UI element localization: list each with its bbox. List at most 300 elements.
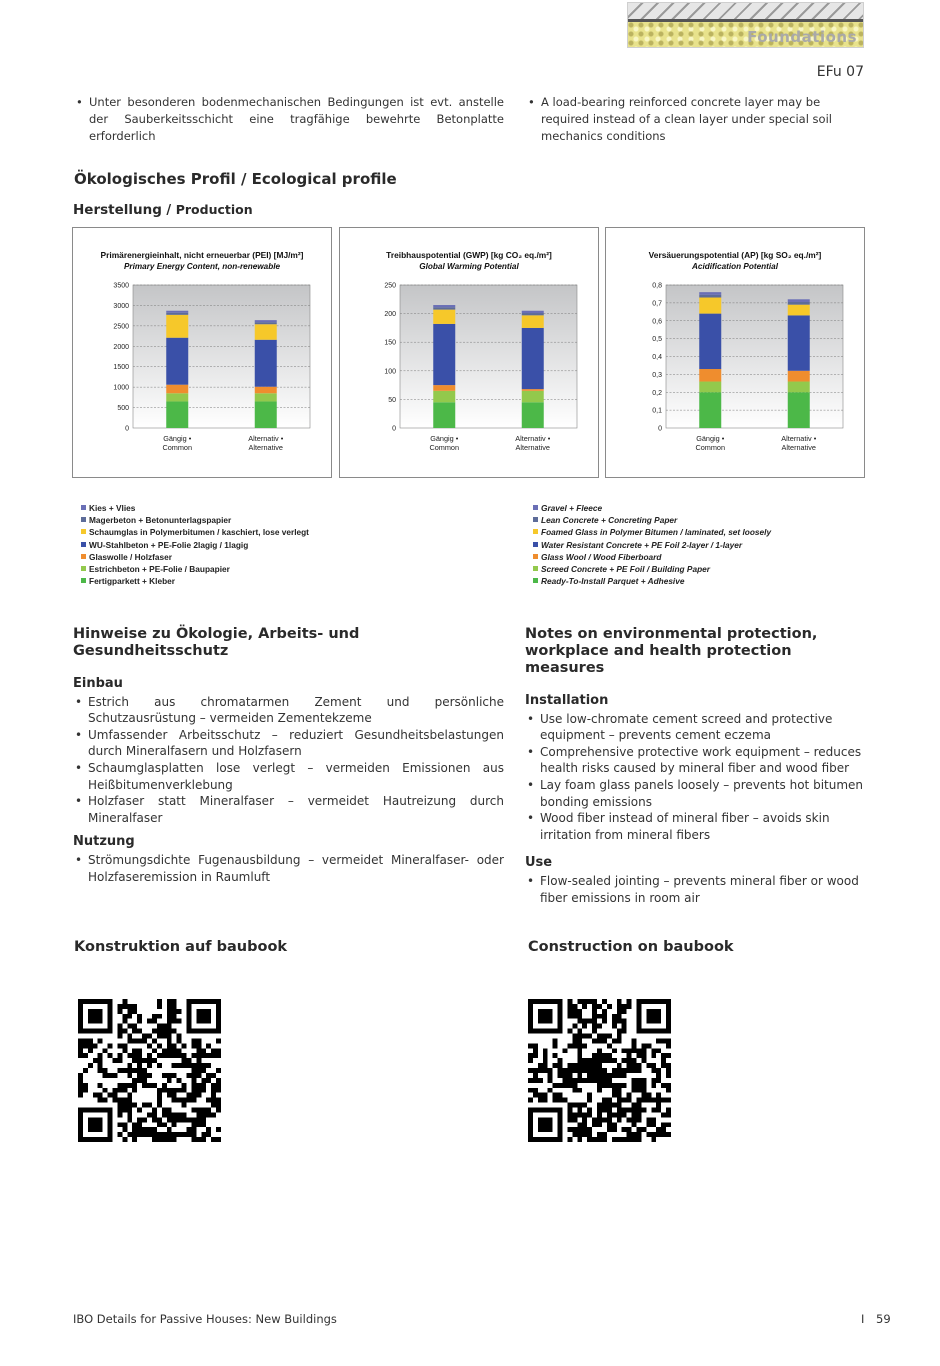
qr-module: [646, 1093, 651, 1098]
qr-module: [582, 1043, 587, 1048]
qr-module: [162, 1083, 167, 1088]
qr-module: [636, 1053, 641, 1058]
qr-module: [597, 1014, 602, 1019]
qr-module: [602, 1132, 607, 1137]
qr-module: [108, 1043, 113, 1048]
qr-module: [142, 1038, 147, 1043]
qr-module: [563, 1048, 568, 1053]
qr-module: [607, 1004, 612, 1009]
qr-module: [602, 1098, 607, 1103]
qr-module: [157, 1098, 162, 1103]
qr-module: [211, 1088, 216, 1093]
qr-module: [563, 1068, 568, 1073]
qr-module: [632, 1068, 637, 1073]
qr-module: [577, 1043, 582, 1048]
qr-module: [607, 1078, 612, 1083]
qr-module: [137, 1014, 142, 1019]
bar-segment: [166, 393, 188, 401]
qr-module: [602, 1103, 607, 1108]
qr-module: [78, 1078, 83, 1083]
qr-module: [582, 1068, 587, 1073]
qr-module: [172, 999, 177, 1004]
qr-module: [78, 1048, 83, 1053]
x-tick-label: Gängig •: [696, 434, 725, 443]
notes-de-installation-list: [73, 694, 504, 827]
qr-module: [117, 1107, 122, 1112]
y-tick-label: 0: [125, 425, 129, 433]
qr-module: [162, 1088, 167, 1093]
qr-module: [636, 1137, 641, 1142]
qr-module: [617, 1137, 622, 1142]
qr-module: [622, 1112, 627, 1117]
qr-module: [147, 1063, 152, 1068]
bar-segment: [699, 314, 721, 369]
bar-segment: [433, 305, 455, 307]
qr-module: [142, 1083, 147, 1088]
qr-module: [587, 1137, 592, 1142]
qr-module: [528, 1043, 533, 1048]
qr-module: [152, 1107, 157, 1112]
qr-module: [617, 1112, 622, 1117]
qr-module: [167, 1093, 172, 1098]
qr-module: [117, 1068, 122, 1073]
qr-module: [162, 1107, 167, 1112]
qr-module: [543, 1063, 548, 1068]
qr-module: [646, 1132, 651, 1137]
qr-module: [196, 1093, 201, 1098]
qr-module: [196, 1112, 201, 1117]
bar-segment: [433, 385, 455, 391]
qr-module: [617, 1029, 622, 1034]
x-tick-label: Gängig •: [430, 434, 459, 443]
y-tick-label: 100: [384, 368, 396, 376]
qr-module: [622, 1127, 627, 1132]
legend-swatch: [81, 505, 86, 510]
qr-module: [122, 1048, 127, 1053]
qr-module: [538, 1098, 543, 1103]
qr-module: [201, 1048, 206, 1053]
legend-swatch: [533, 505, 538, 510]
qr-module: [182, 1112, 187, 1117]
legend-label: Schaumglas in Polymerbitumen / kaschiert, lose verlegt: [89, 527, 309, 538]
qr-module: [93, 1058, 98, 1063]
qr-module: [592, 1038, 597, 1043]
qr-module: [656, 1093, 661, 1098]
qr-module: [122, 1043, 127, 1048]
qr-module: [177, 1098, 182, 1103]
qr-module: [157, 1122, 162, 1127]
qr-module: [147, 1112, 152, 1117]
qr-module: [582, 1024, 587, 1029]
notes-en-installation-heading: Installation: [525, 693, 609, 708]
plot-area: [133, 285, 310, 428]
qr-module: [582, 1004, 587, 1009]
qr-module: [627, 1098, 632, 1103]
qr-module: [142, 1073, 147, 1078]
qr-module: [617, 1083, 622, 1088]
qr-module: [157, 1063, 162, 1068]
qr-module: [607, 1083, 612, 1088]
qr-module: [167, 1132, 172, 1137]
qr-module: [201, 1112, 206, 1117]
qr-module: [602, 1009, 607, 1014]
qr-module: [567, 1043, 572, 1048]
qr-module: [553, 1083, 558, 1088]
bar-segment: [522, 311, 544, 313]
qr-module: [196, 1063, 201, 1068]
qr-module: [137, 1058, 142, 1063]
qr-module: [572, 1112, 577, 1117]
bar-segment: [522, 315, 544, 328]
qr-module: [103, 1098, 108, 1103]
qr-module: [587, 1058, 592, 1063]
qr-module: [558, 1058, 563, 1063]
qr-module: [191, 1093, 196, 1098]
qr-module: [186, 1132, 191, 1137]
notes-de-title: Hinweise zu Ökologie, Arbeits- und Gesundheitsschutz: [73, 626, 360, 659]
qr-module: [182, 1058, 187, 1063]
qr-module: [157, 1024, 162, 1029]
qr-module: [216, 1048, 221, 1053]
qr-module: [186, 1073, 191, 1078]
qr-module: [567, 1073, 572, 1078]
qr-module: [98, 1053, 103, 1058]
qr-module: [162, 1073, 167, 1078]
qr-module: [122, 1014, 127, 1019]
y-tick-label: 150: [384, 339, 396, 347]
qr-module: [157, 1034, 162, 1039]
qr-module: [172, 1122, 177, 1127]
qr-module: [142, 1117, 147, 1122]
qr-module: [651, 1083, 656, 1088]
qr-code-en[interactable]: [528, 999, 671, 1142]
qr-module: [157, 1053, 162, 1058]
qr-code-de[interactable]: [78, 999, 221, 1142]
qr-module: [157, 1004, 162, 1009]
y-tick-label: 1500: [113, 364, 129, 372]
qr-module: [147, 1083, 152, 1088]
qr-module: [622, 1048, 627, 1053]
legend-item: [81, 539, 309, 551]
qr-module: [157, 1137, 162, 1142]
production-title-en: Production: [175, 202, 253, 217]
qr-module: [646, 1122, 651, 1127]
qr-module: [83, 1038, 88, 1043]
qr-module: [622, 1058, 627, 1063]
qr-module: [117, 1122, 122, 1127]
qr-module: [167, 1043, 172, 1048]
qr-module: [587, 999, 592, 1004]
qr-module: [617, 999, 622, 1004]
qr-module: [577, 1088, 582, 1093]
qr-module: [162, 1024, 167, 1029]
qr-module: [567, 1004, 572, 1009]
qr-module: [602, 1117, 607, 1122]
qr-module: [117, 1034, 122, 1039]
qr-module: [177, 1117, 182, 1122]
banner-title: Foundations: [747, 28, 857, 46]
legend-label: Gravel + Fleece: [541, 503, 603, 513]
qr-module: [641, 1058, 646, 1063]
qr-module: [147, 1103, 152, 1108]
qr-module: [548, 1078, 553, 1083]
qr-module: [137, 1029, 142, 1034]
qr-module: [661, 1098, 666, 1103]
qr-module: [636, 1103, 641, 1108]
qr-module: [632, 1043, 637, 1048]
qr-module: [117, 1112, 122, 1117]
qr-module: [201, 1107, 206, 1112]
qr-module: [196, 1122, 201, 1127]
qr-module: [587, 1098, 592, 1103]
qr-module: [582, 1063, 587, 1068]
qr-module: [211, 1137, 216, 1142]
qr-module: [602, 1019, 607, 1024]
qr-module: [182, 1043, 187, 1048]
qr-module: [93, 1093, 98, 1098]
qr-module: [132, 1137, 137, 1142]
qr-module: [577, 1073, 582, 1078]
qr-module: [182, 1088, 187, 1093]
notes-de-use-list: [73, 852, 504, 885]
qr-module: [132, 1078, 137, 1083]
qr-module: [211, 1073, 216, 1078]
qr-module: [597, 1117, 602, 1122]
qr-module: [563, 1078, 568, 1083]
qr-module: [656, 1068, 661, 1073]
qr-module: [216, 1137, 221, 1142]
qr-module: [98, 1068, 103, 1073]
qr-module: [167, 1004, 172, 1009]
qr-module: [172, 1029, 177, 1034]
qr-module: [582, 1127, 587, 1132]
qr-module: [632, 1112, 637, 1117]
qr-module: [172, 1093, 177, 1098]
bar-segment: [433, 391, 455, 402]
qr-module: [132, 1058, 137, 1063]
qr-module: [582, 1132, 587, 1137]
qr-module: [201, 1137, 206, 1142]
qr-module: [577, 1019, 582, 1024]
qr-module: [651, 1122, 656, 1127]
qr-module: [196, 1137, 201, 1142]
qr-module: [127, 1038, 132, 1043]
qr-module: [533, 1088, 538, 1093]
legend-label: Water Resistant Concrete + PE Foil 2-layer / 1-layer: [541, 539, 743, 550]
qr-module: [632, 1137, 637, 1142]
qr-module: [617, 1098, 622, 1103]
y-tick-label: 0,6: [652, 318, 662, 326]
qr-module: [577, 1058, 582, 1063]
qr-module: [216, 1107, 221, 1112]
qr-module: [636, 1048, 641, 1053]
qr-module: [186, 1098, 191, 1103]
qr-finder-core: [646, 1009, 661, 1024]
legend-item: [81, 526, 309, 538]
qr-module: [612, 1103, 617, 1108]
list-item: • A load-bearing reinforced concrete layer may be required instead of a clean layer under special soil mechanics conditions: [526, 94, 866, 145]
qr-module: [651, 1063, 656, 1068]
qr-module: [636, 1083, 641, 1088]
qr-module: [117, 1088, 122, 1093]
bar-segment: [166, 313, 188, 315]
qr-module: [167, 1034, 172, 1039]
y-tick-label: 0: [658, 425, 662, 433]
qr-module: [216, 1068, 221, 1073]
qr-module: [612, 1083, 617, 1088]
qr-module: [78, 1073, 83, 1078]
qr-module: [597, 1112, 602, 1117]
qr-module: [622, 1004, 627, 1009]
qr-module: [196, 1043, 201, 1048]
qr-module: [186, 1093, 191, 1098]
qr-module: [167, 1107, 172, 1112]
qr-module: [632, 1083, 637, 1088]
qr-module: [103, 1048, 108, 1053]
qr-module: [656, 1107, 661, 1112]
qr-module: [592, 1068, 597, 1073]
qr-module: [636, 1088, 641, 1093]
qr-module: [137, 1117, 142, 1122]
qr-module: [617, 1103, 622, 1108]
chart-subtitle: Primary Energy Content, non-renewable: [123, 262, 281, 271]
qr-module: [216, 1038, 221, 1043]
qr-module: [572, 1078, 577, 1083]
bar-segment: [699, 382, 721, 393]
qr-module: [651, 1048, 656, 1053]
qr-module: [172, 1048, 177, 1053]
qr-module: [142, 1132, 147, 1137]
qr-module: [632, 1103, 637, 1108]
qr-module: [641, 1098, 646, 1103]
qr-module: [216, 1103, 221, 1108]
qr-module: [602, 1078, 607, 1083]
y-tick-label: 2000: [113, 343, 129, 351]
qr-module: [127, 1063, 132, 1068]
qr-module: [563, 1098, 568, 1103]
y-tick-label: 0,8: [652, 282, 662, 290]
qr-module: [617, 1034, 622, 1039]
qr-module: [182, 1083, 187, 1088]
qr-module: [636, 1063, 641, 1068]
qr-module: [612, 1127, 617, 1132]
qr-module: [152, 1137, 157, 1142]
qr-module: [191, 1137, 196, 1142]
qr-module: [167, 1048, 172, 1053]
qr-module: [602, 999, 607, 1004]
qr-module: [617, 1088, 622, 1093]
qr-module: [538, 1093, 543, 1098]
qr-finder-core: [196, 1009, 211, 1024]
qr-module: [617, 1063, 622, 1068]
qr-module: [108, 1073, 113, 1078]
qr-module: [666, 1083, 671, 1088]
qr-module: [216, 1078, 221, 1083]
qr-module: [597, 1048, 602, 1053]
qr-module: [553, 1098, 558, 1103]
qr-module: [577, 1107, 582, 1112]
qr-module: [127, 1107, 132, 1112]
bar-segment: [166, 385, 188, 394]
qr-module: [597, 1107, 602, 1112]
notes-en-title: Notes on environmental protection, workplace and health protection measures: [525, 626, 818, 676]
qr-module: [132, 1083, 137, 1088]
qr-module: [167, 1112, 172, 1117]
x-tick-label: Alternativ •: [781, 434, 817, 443]
qr-module: [592, 1137, 597, 1142]
notes-en-use-list: [525, 873, 866, 906]
x-tick-label: Alternative: [515, 443, 550, 452]
qr-module: [162, 1122, 167, 1127]
qr-module: [167, 1014, 172, 1019]
qr-module: [617, 1014, 622, 1019]
qr-module: [651, 1053, 656, 1058]
list-item: • Strömungsdichte Fugenausbildung – vermeidet Mineralfaser- oder Holzfaseremission in Raumluft: [73, 852, 504, 885]
qr-module: [543, 1098, 548, 1103]
qr-module: [661, 1053, 666, 1058]
qr-module: [602, 1083, 607, 1088]
qr-module: [137, 1019, 142, 1024]
qr-module: [636, 1117, 641, 1122]
qr-module: [572, 1038, 577, 1043]
qr-module: [172, 1117, 177, 1122]
qr-module: [196, 1088, 201, 1093]
qr-module: [587, 1034, 592, 1039]
qr-module: [646, 1117, 651, 1122]
qr-module: [132, 1103, 137, 1108]
qr-module: [548, 1088, 553, 1093]
qr-module: [127, 1112, 132, 1117]
qr-module: [538, 1078, 543, 1083]
qr-module: [636, 1098, 641, 1103]
qr-module: [656, 1078, 661, 1083]
bar-segment: [699, 292, 721, 295]
qr-module: [83, 1053, 88, 1058]
bar-segment: [699, 298, 721, 314]
bar-segment: [699, 369, 721, 382]
qr-module: [558, 1098, 563, 1103]
qr-module: [157, 1088, 162, 1093]
legend-swatch: [81, 517, 86, 522]
qr-module: [157, 1103, 162, 1108]
qr-module: [607, 1098, 612, 1103]
qr-module: [172, 1019, 177, 1024]
qr-module: [152, 1038, 157, 1043]
qr-module: [632, 1058, 637, 1063]
qr-module: [572, 1004, 577, 1009]
qr-module: [612, 1014, 617, 1019]
qr-module: [147, 1132, 152, 1137]
legend-label: Glaswolle / Holzfaser: [89, 551, 172, 562]
qr-module: [587, 1019, 592, 1024]
footer-separator: I: [861, 1312, 865, 1326]
qr-module: [127, 1004, 132, 1009]
qr-module: [577, 1103, 582, 1108]
bar-segment: [255, 401, 277, 428]
qr-module: [592, 1117, 597, 1122]
qr-module: [167, 1127, 172, 1132]
qr-module: [622, 1068, 627, 1073]
qr-module: [152, 1048, 157, 1053]
qr-module: [211, 1053, 216, 1058]
qr-module: [627, 1053, 632, 1058]
qr-module: [592, 1058, 597, 1063]
qr-module: [558, 1073, 563, 1078]
legend-swatch: [533, 566, 538, 571]
chart-gwp-svg: [340, 228, 598, 477]
qr-module: [533, 1053, 538, 1058]
qr-module: [162, 1137, 167, 1142]
